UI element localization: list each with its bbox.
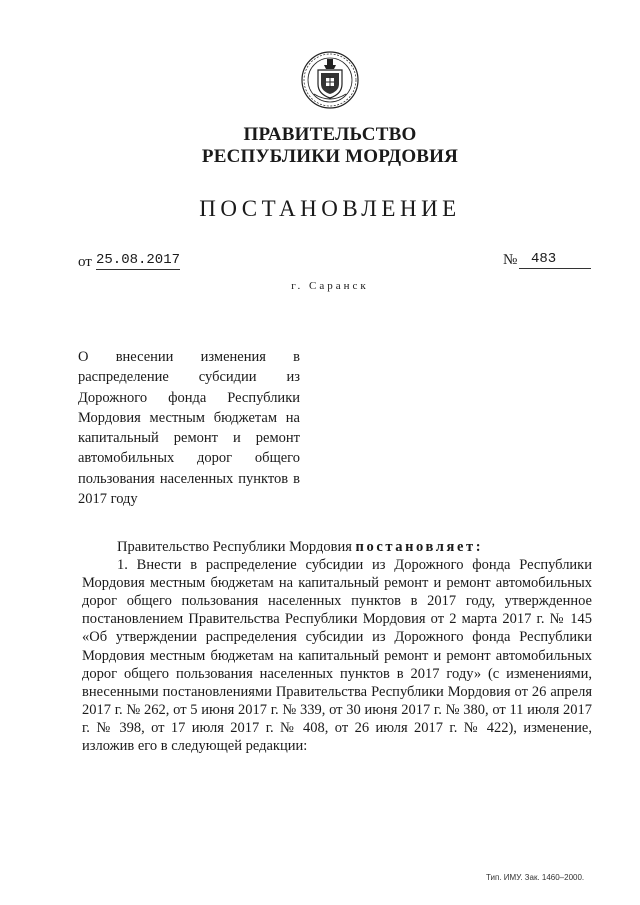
number-label: № [503, 252, 518, 268]
city-line: г. Саранск [291, 280, 369, 292]
decree-subject: О внесении изменения в распределение субсидии из Дорожного фонда Республики Мордовия местным бюджетам на капитальный ремонт и ремонт автомобильных дорог общего пользования населенных пунктов в 2017 году [78, 349, 300, 508]
org-name-line2: РЕСПУБЛИКИ МОРДОВИЯ [201, 146, 459, 167]
date-value: 25.08.2017 [96, 252, 181, 268]
org-name-line1: ПРАВИТЕЛЬСТВО [243, 124, 417, 145]
decrees-word: постановляет: [355, 539, 484, 555]
item-1-paragraph: 1. Внести в распределение субсидии из Дорожного фонда Республики Мордовия местным бюджетам на капитальный ремонт и ремонт автомобильных дорог общего пользования населенных пунктов в 2017 году, утвержденное постановлением Правительства Республики Мордовия от 2 марта 2017 г. № 145 «Об утверждении распределения субсидии из Дорожного фонда Республики Мордовия местным бюджетам на капитальный ремонт и ремонт автомобильных дорог общего пользования населенных пунктов в 2017 году» (с изменениями, внесенными постановлениями Правительства Республики Мордовия от 26 апреля 2017 г. № 262, от 5 июня 2017 г. № 339, от 30 июня 2017 г. № 380, от 11 июля 2017 г. № 398, от 17 июля 2017 г. № 408, от 26 июля 2017 г. № 422), изменение, изложив его в следующей редакции: [82, 557, 592, 755]
intro-paragraph [82, 538, 592, 556]
coat-of-arms-icon [300, 50, 360, 110]
date-label: от [78, 254, 92, 270]
number-value: 483 [519, 251, 591, 269]
print-mark: Тип. ИМУ. Зак. 1460–2000. [486, 873, 585, 882]
decree-body [82, 538, 592, 755]
intro-text: Правительство Республики Мордовия [117, 539, 356, 555]
document-type-title: ПОСТАНОВЛЕНИЕ [199, 196, 461, 221]
